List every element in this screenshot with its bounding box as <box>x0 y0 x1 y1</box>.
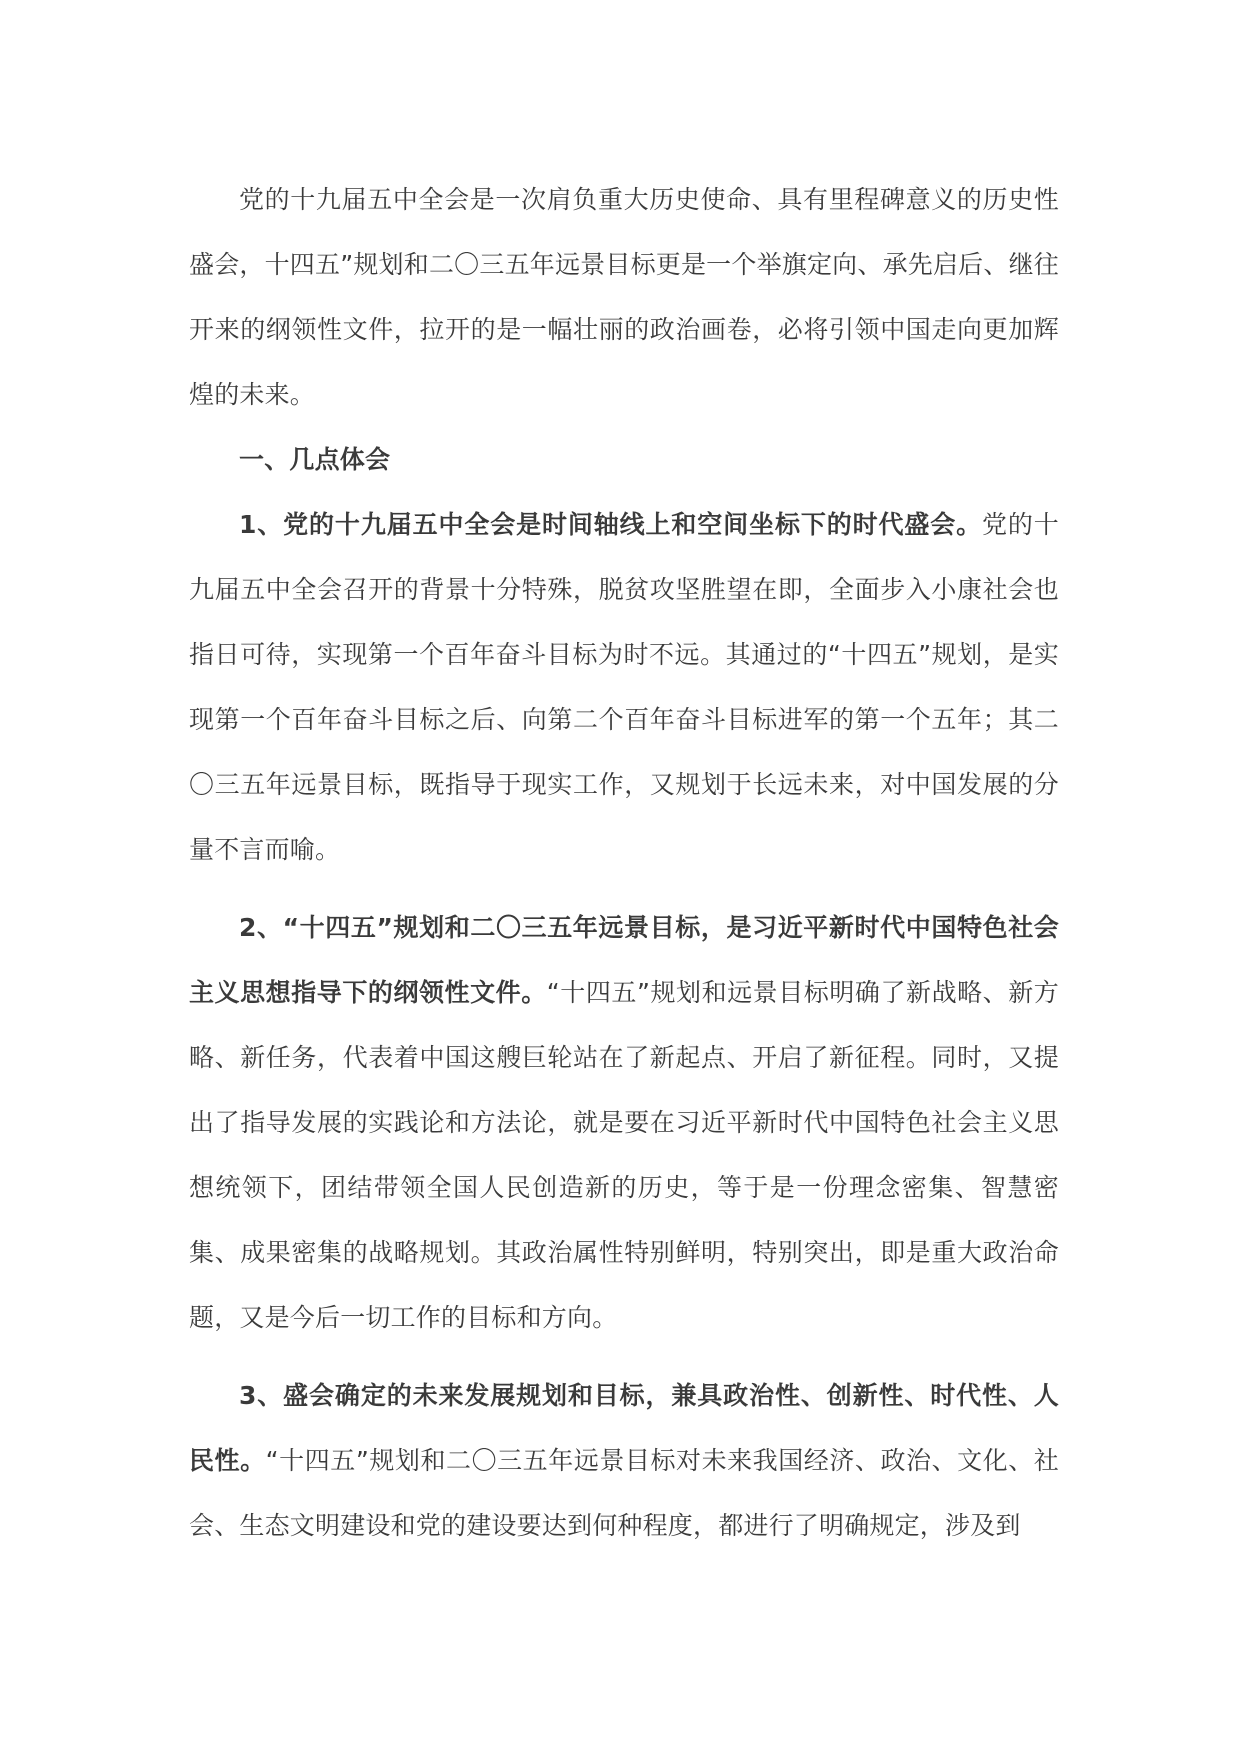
point-paragraph-1 <box>189 492 1059 882</box>
intro-text: 党的十九届五中全会是一次肩负重大历史使命、具有里程碑意义的历史性盛会，十四五”规划和二〇三五年远景目标更是一个举旗定向、承先启后、继往开来的纲领性文件，拉开的是一幅壮丽的政治画卷，必将引领中国走向更加辉煌的未来。 <box>189 185 1059 409</box>
intro-paragraph <box>189 167 1059 427</box>
point-body-1: 党的十九届五中全会召开的背景十分特殊，脱贫攻坚胜望在即，全面步入小康社会也指日可待，实现第一个百年奋斗目标为时不远。其通过的“十四五”规划，是实现第一个百年奋斗目标之后、向第二个百年奋斗目标进军的第一个五年；其二〇三五年远景目标，既指导于现实工作，又规划于长远未来，对中国发展的分量不言而喻。 <box>189 510 1059 864</box>
point-lead-3: 3、盛会确定的未来发展规划和目标，兼具政治性、创新性、时代性、人民性。 <box>189 1381 1059 1475</box>
point-lead-2: 2、“十四五”规划和二〇三五年远景目标，是习近平新时代中国特色社会主义思想指导下的纲领性文件。 <box>189 913 1059 1007</box>
section-heading: 一、几点体会 <box>239 445 391 474</box>
point-paragraph-2 <box>189 895 1059 1350</box>
document-body <box>189 167 1059 1558</box>
point-paragraph-3 <box>189 1363 1059 1558</box>
point-body-2: “十四五”规划和远景目标明确了新战略、新方略、新任务，代表着中国这艘巨轮站在了新起点、开启了新征程。同时，又提出了指导发展的实践论和方法论，就是要在习近平新时代中国特色社会主义思想统领下，团结带领全国人民创造新的历史，等于是一份理念密集、智慧密集、成果密集的战略规划。其政治属性特别鲜明，特别突出，即是重大政治命题，又是今后一切工作的目标和方向。 <box>189 978 1059 1332</box>
point-lead-1: 1、党的十九届五中全会是时间轴线上和空间坐标下的时代盛会。 <box>239 510 983 539</box>
point-body-3: “十四五”规划和二〇三五年远景目标对未来我国经济、政治、文化、社会、生态文明建设和党的建设要达到何种程度，都进行了明确规定，涉及到 <box>189 1446 1059 1540</box>
